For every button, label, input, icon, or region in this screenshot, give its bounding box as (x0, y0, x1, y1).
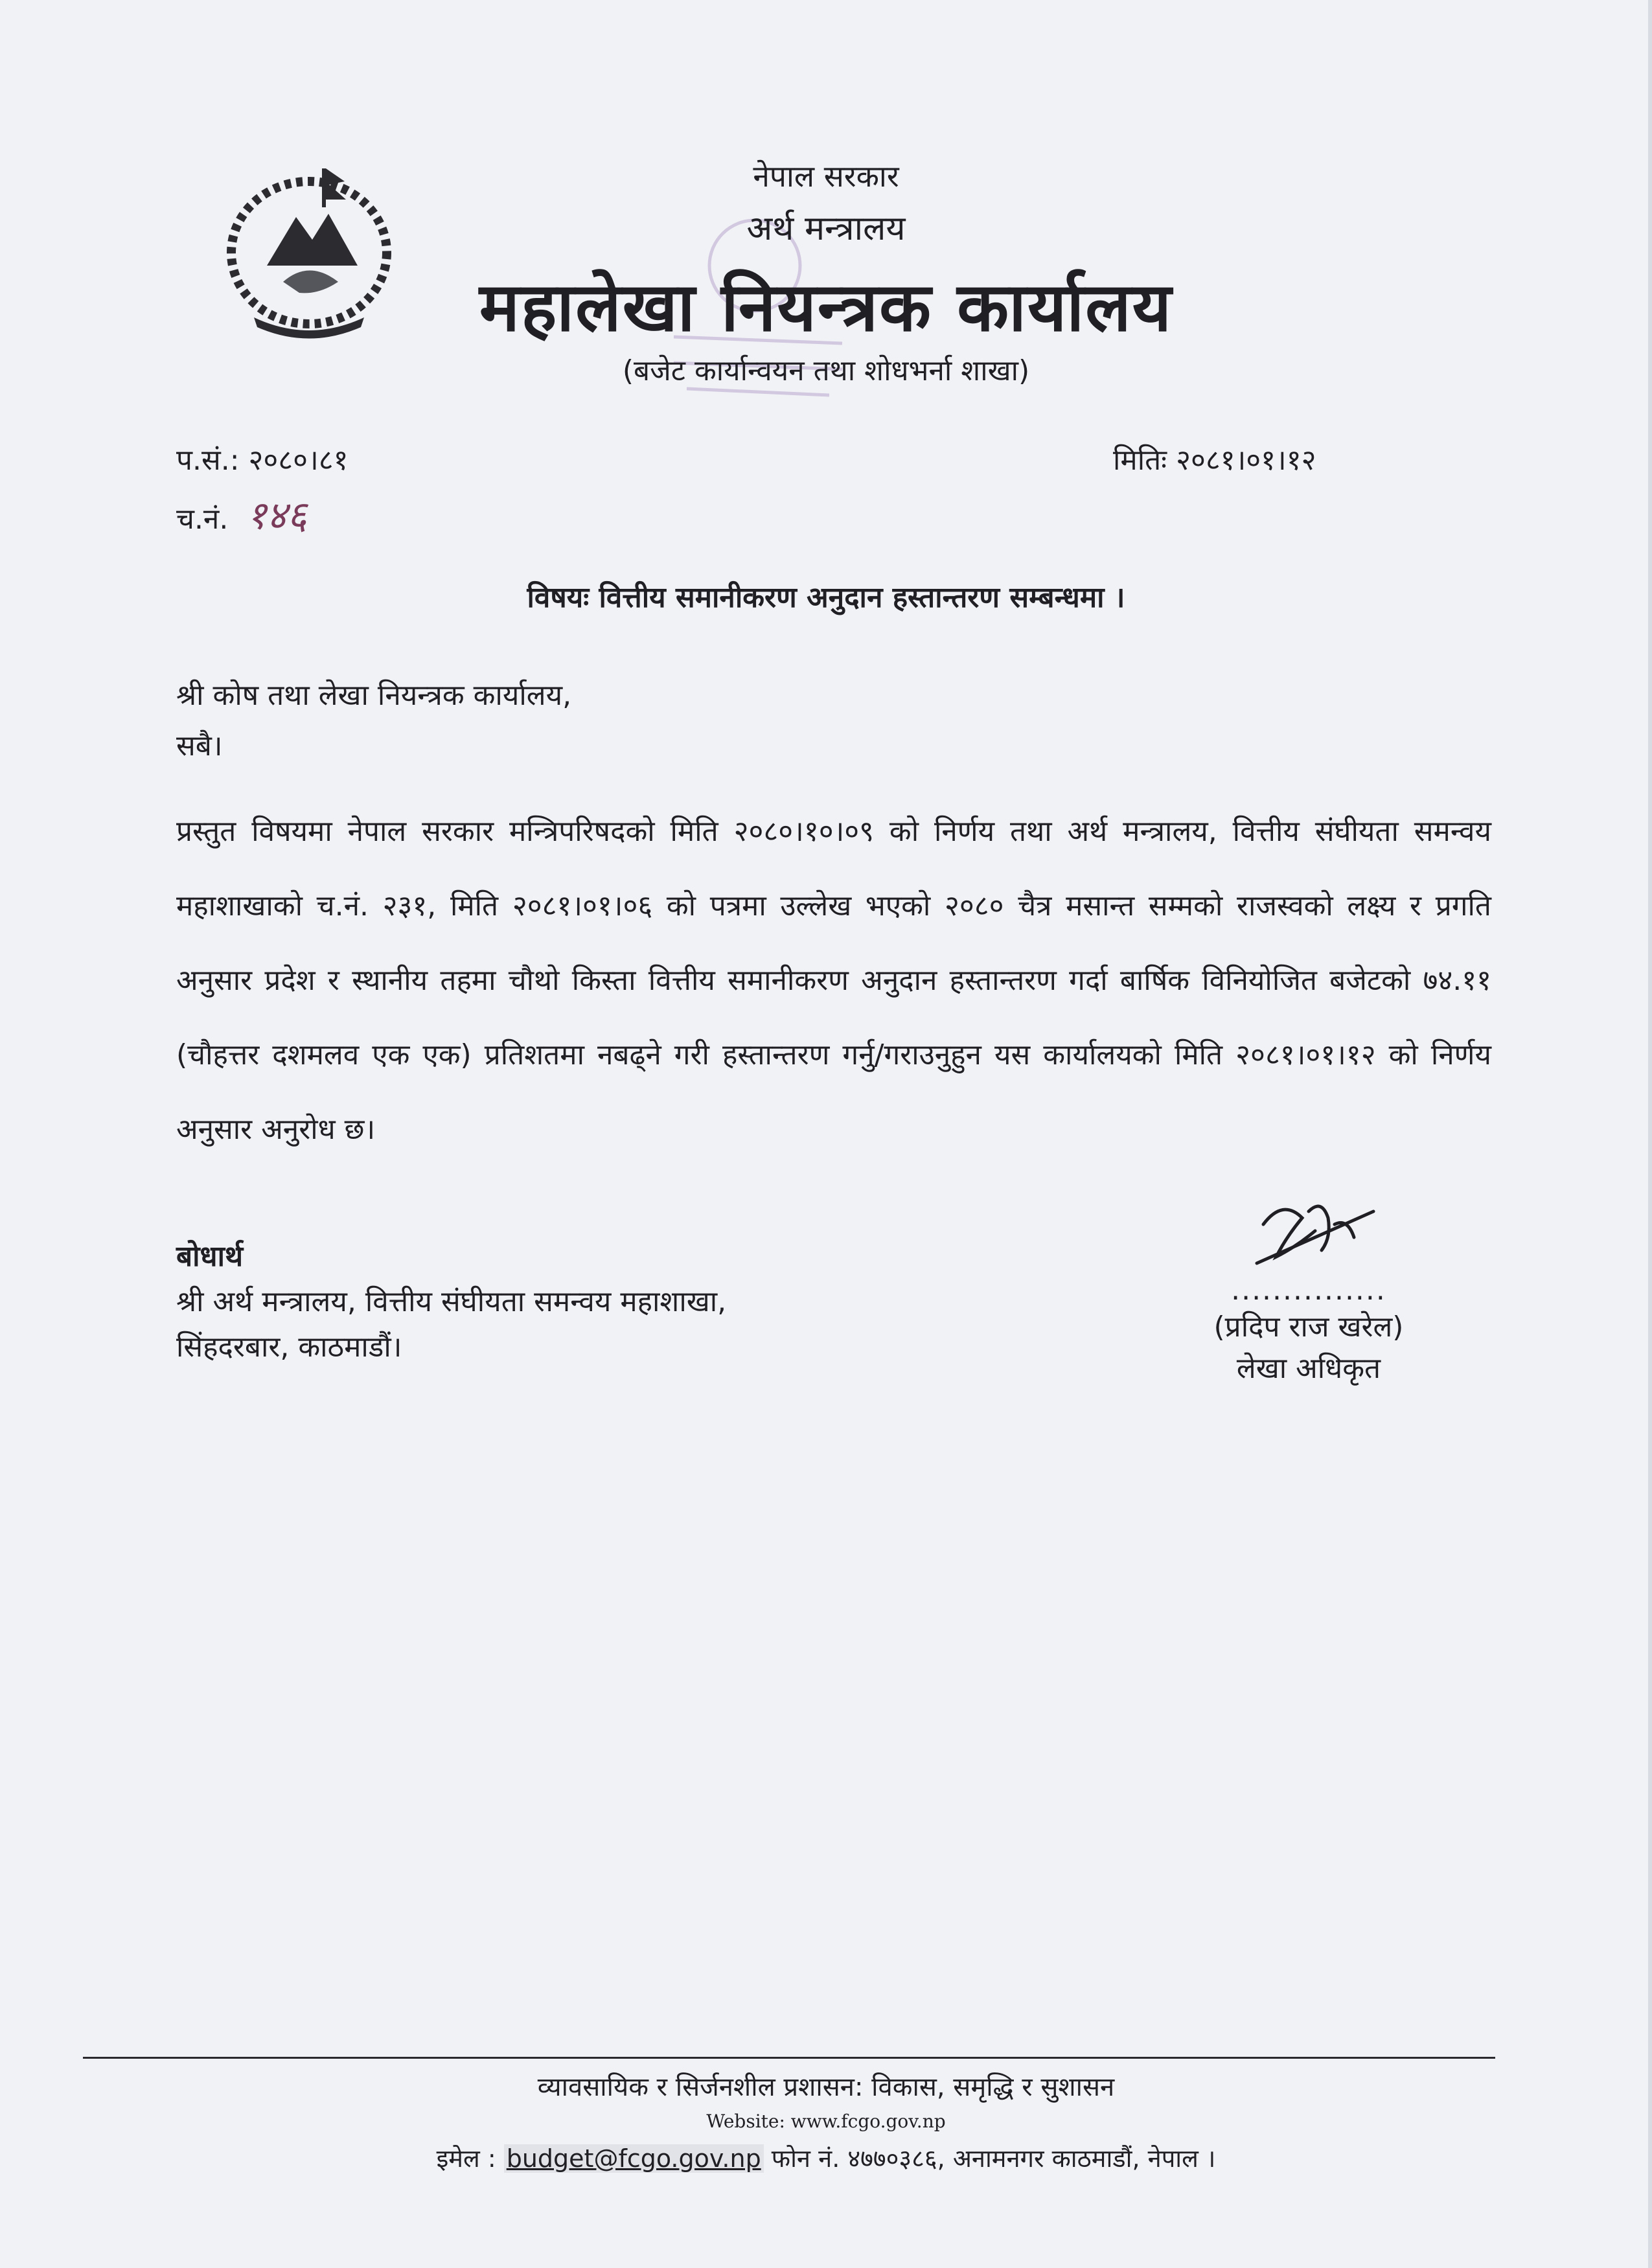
addressee-line: सबै। (176, 729, 223, 762)
branch-name: (बजेट कार्यान्वयन तथा शोधभर्ना शाखा) (622, 354, 1030, 387)
ref-label: प.सं.: (176, 444, 240, 477)
cc-line: श्री अर्थ मन्त्रालय, वित्तीय संघीयता समन्वय महाशाखा, (176, 1285, 727, 1318)
footer-website: Website: www.fcgo.gov.np (706, 2111, 946, 2132)
email-label: इमेल : (436, 2144, 496, 2173)
letter-body: प्रस्तुत विषयमा नेपाल सरकार मन्त्रिपरिषदको मिति २०८०।१०।०९ को निर्णय तथा अर्थ मन्त्रालय, वित्तीय संघीयता समन्वय महाशाखाको च.नं. २३१, मिति २०८१।०१।०६ को पत्रमा उल्लेख भएको २०८० चैत्र मसान्त सम्मको राजस्वको लक्ष्य र प्रगति अनुसार प्रदेश र स्थानीय तहमा चौथो किस्ता वित्तीय समानीकरण अनुदान हस्तान्तरण गर्दा बार्षिक विनियोजित बजेटको ७४.११ (चौहत्तर दशमलव एक एक) प्रतिशतमा नबढ्ने गरी हस्तान्तरण गर्नु/गराउनुहुन यस कार्यालयको मिति २०८१।०१।१२ को निर्णय अनुसार अनुरोध छ। (176, 815, 1491, 1146)
dispatch-value: १४६ (246, 493, 307, 538)
reference-number (176, 439, 349, 478)
email-link[interactable]: budget@fcgo.gov.np (504, 2144, 764, 2173)
government-name: नेपाल सरकार (753, 159, 899, 194)
office-name: महालेखा नियन्त्रक कार्यालय (479, 268, 1173, 347)
cc-title: बोधार्थ (176, 1240, 244, 1273)
dispatch-number (176, 487, 307, 540)
signature-dots: ............... (1231, 1274, 1386, 1307)
cc-line: सिंहदरबार, काठमाडौं। (176, 1331, 402, 1364)
subject-line: विषयः वित्तीय समानीकरण अनुदान हस्तान्तरण सम्बन्धमा । (527, 581, 1125, 614)
addressee (176, 670, 571, 772)
letter-date (1113, 439, 1316, 478)
signatory-name: (प्रदिप राज खरेल) (1213, 1311, 1404, 1344)
ref-value: २०८०।८१ (248, 444, 349, 477)
footer-slogan: व्यावसायिक र सिर्जनशील प्रशासन: विकास, समृद्धि र सुशासन (537, 2072, 1115, 2102)
date-value: २०८१।०१।१२ (1176, 444, 1316, 477)
footer-divider (83, 2057, 1495, 2059)
signature-block (1179, 1186, 1438, 1390)
contact-text: फोन नं. ४७७०३८६, अनामनगर काठमाडौं, नेपाल । (771, 2144, 1216, 2173)
signatory-title: लेखा अधिकृत (1236, 1352, 1381, 1385)
date-label: मितिः (1113, 444, 1167, 477)
footer-contact (0, 2141, 1652, 2175)
signature-mark (1224, 1186, 1393, 1283)
addressee-line: श्री कोष तथा लेखा नियन्त्रक कार्यालय, (176, 679, 572, 712)
dispatch-label: च.नं. (176, 503, 229, 536)
ministry-name: अर्थ मन्त्रालय (746, 209, 906, 248)
cc-block (176, 1234, 726, 1370)
